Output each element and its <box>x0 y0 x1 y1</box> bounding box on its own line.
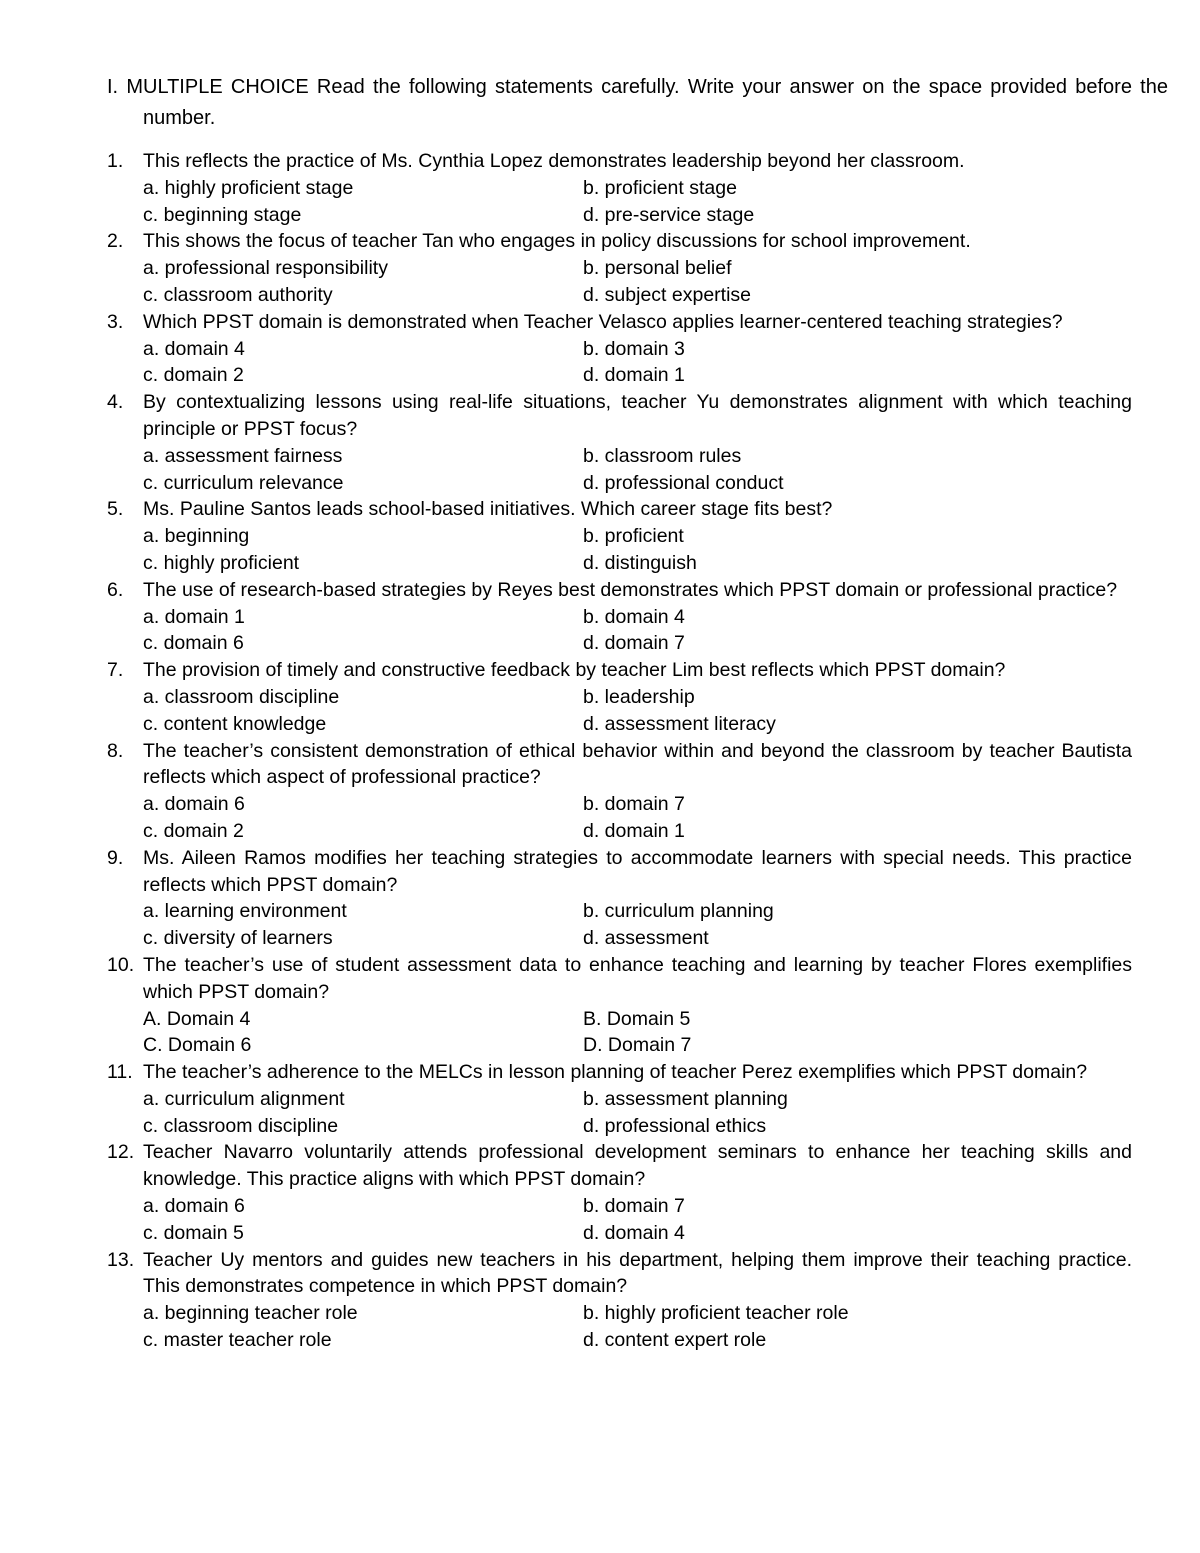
answer-option: c. master teacher role <box>143 1329 332 1352</box>
question-text: Ms. Pauline Santos leads school-based initiatives. Which career stage fits best? <box>143 498 833 521</box>
question-text: The teacher’s consistent demonstration of ethical behavior within and beyond the classroom by teacher Bautista reflects which aspect of professional practice? <box>143 739 1132 789</box>
question-number: 5. <box>107 498 124 521</box>
question-number: 4. <box>107 391 124 414</box>
question-number: 9. <box>107 846 124 869</box>
question-number: 3. <box>107 310 124 333</box>
question-text: This shows the focus of teacher Tan who engages in policy discussions for school improvement. <box>143 230 971 253</box>
answer-option: a. learning environment <box>143 900 347 923</box>
answer-option: d. professional ethics <box>583 1114 767 1137</box>
answer-option: b. domain 7 <box>583 793 685 816</box>
question-item <box>107 657 1132 737</box>
answer-option: a. classroom discipline <box>143 685 340 708</box>
answer-option: c. beginning stage <box>143 203 302 226</box>
answer-option: C. Domain 6 <box>143 1034 252 1057</box>
answer-option: b. proficient <box>583 525 684 548</box>
answer-option: d. domain 1 <box>583 364 685 387</box>
question-number: 12. <box>107 1141 135 1164</box>
answer-option: d. subject expertise <box>583 283 752 306</box>
answer-option: a. domain 6 <box>143 1195 245 1218</box>
answer-option: b. assessment planning <box>583 1087 788 1110</box>
question-text: The provision of timely and constructive feedback by teacher Lim best reflects which PPST domain? <box>143 659 1006 682</box>
question-number: 11. <box>107 1061 133 1084</box>
answer-option: a. beginning <box>143 525 250 548</box>
question-number: 7. <box>107 659 124 682</box>
answer-option: b. domain 4 <box>583 605 685 628</box>
question-number: 10. <box>107 953 135 976</box>
answer-option: a. domain 4 <box>143 337 245 360</box>
question-text: The teacher’s adherence to the MELCs in lesson planning of teacher Perez exemplifies which PPST domain? <box>143 1061 1088 1084</box>
answer-options <box>143 336 1132 390</box>
answer-option: a. beginning teacher role <box>143 1302 358 1325</box>
answer-option: d. assessment literacy <box>583 712 776 735</box>
question-text: Teacher Navarro voluntarily attends professional development seminars to enhance her teaching skills and knowledge. This practice aligns with which PPST domain? <box>143 1141 1132 1191</box>
answer-option: b. proficient stage <box>583 176 737 199</box>
question-item <box>107 228 1132 308</box>
question-list <box>107 148 1132 1354</box>
answer-options <box>143 1086 1132 1140</box>
question-item <box>107 496 1132 576</box>
question-text: The teacher’s use of student assessment data to enhance teaching and learning by teacher Flores exemplifies which PPST domain? <box>143 953 1132 1003</box>
question-item <box>107 577 1132 657</box>
answer-option: b. highly proficient teacher role <box>583 1302 849 1325</box>
question-number: 1. <box>107 150 124 172</box>
answer-option: A. Domain 4 <box>143 1007 251 1030</box>
answer-option: b. domain 3 <box>583 337 685 360</box>
question-item <box>107 952 1132 1059</box>
answer-options <box>143 255 1132 309</box>
answer-option: d. assessment <box>583 927 709 950</box>
answer-option: a. professional responsibility <box>143 257 388 280</box>
answer-option: b. classroom rules <box>583 444 742 467</box>
answer-option: c. classroom discipline <box>143 1114 339 1137</box>
answer-option: c. domain 2 <box>143 819 244 842</box>
question-item <box>107 738 1132 845</box>
answer-option: d. domain 7 <box>583 632 685 655</box>
question-item <box>107 1139 1132 1246</box>
question-text: Ms. Aileen Ramos modifies her teaching strategies to accommodate learners with special needs. This practice reflects which PPST domain? <box>143 846 1132 896</box>
question-item <box>107 309 1132 389</box>
question-item <box>107 148 1132 228</box>
answer-option: b. leadership <box>583 685 695 708</box>
answer-option: c. domain 5 <box>143 1221 244 1244</box>
question-item <box>107 845 1132 952</box>
answer-options <box>143 1006 1132 1060</box>
answer-option: a. domain 1 <box>143 605 245 628</box>
question-text: Teacher Uy mentors and guides new teachers in his department, helping them improve their teaching practice. This demonstrates competence in which PPST domain? <box>143 1248 1132 1298</box>
answer-option: c. classroom authority <box>143 283 333 306</box>
answer-option: d. content expert role <box>583 1329 767 1352</box>
answer-option: c. curriculum relevance <box>143 471 344 494</box>
question-number: 8. <box>107 739 124 762</box>
answer-options <box>143 791 1132 845</box>
answer-options <box>143 523 1132 577</box>
answer-option: d. professional conduct <box>583 471 784 494</box>
question-number: 13. <box>107 1248 135 1271</box>
question-item <box>107 1059 1132 1139</box>
answer-option: b. personal belief <box>583 257 732 280</box>
answer-option: a. domain 6 <box>143 793 245 816</box>
question-item <box>107 389 1132 496</box>
question-text: By contextualizing lessons using real-life situations, teacher Yu demonstrates alignment with which teaching principle or PPST focus? <box>143 391 1132 440</box>
question-text: The use of research-based strategies by Reyes best demonstrates which PPST domain or professional practice? <box>143 578 1118 601</box>
answer-option: c. domain 2 <box>143 364 244 387</box>
answer-option: a. curriculum alignment <box>143 1087 345 1110</box>
section-heading: I. MULTIPLE CHOICE Read the following statements carefully. Write your answer on the space provided before the number. <box>107 76 1168 129</box>
answer-option: c. diversity of learners <box>143 927 333 950</box>
answer-option: B. Domain 5 <box>583 1007 691 1030</box>
answer-option: c. highly proficient <box>143 551 300 574</box>
answer-option: c. domain 6 <box>143 632 244 655</box>
answer-option: a. highly proficient stage <box>143 176 354 199</box>
answer-options <box>143 684 1132 738</box>
answer-option: d. domain 4 <box>583 1221 685 1244</box>
question-number: 6. <box>107 578 124 601</box>
answer-option: D. Domain 7 <box>583 1034 692 1057</box>
answer-option: b. curriculum planning <box>583 900 774 923</box>
answer-options <box>143 175 1132 229</box>
answer-option: d. pre-service stage <box>583 203 755 226</box>
answer-options <box>143 1300 1132 1354</box>
answer-options <box>143 604 1132 658</box>
answer-option: a. assessment fairness <box>143 444 343 467</box>
answer-options <box>143 1193 1132 1247</box>
question-text: Which PPST domain is demonstrated when Teacher Velasco applies learner-centered teaching strategies? <box>143 310 1063 333</box>
question-item <box>107 1247 1132 1354</box>
question-number: 2. <box>107 230 124 253</box>
answer-option: c. content knowledge <box>143 712 327 735</box>
question-text: This reflects the practice of Ms. Cynthia Lopez demonstrates leadership beyond her classroom. <box>143 150 965 172</box>
answer-options <box>143 898 1132 952</box>
answer-option: d. domain 1 <box>583 819 685 842</box>
answer-option: d. distinguish <box>583 551 697 574</box>
answer-options <box>143 443 1132 497</box>
answer-option: b. domain 7 <box>583 1195 685 1218</box>
